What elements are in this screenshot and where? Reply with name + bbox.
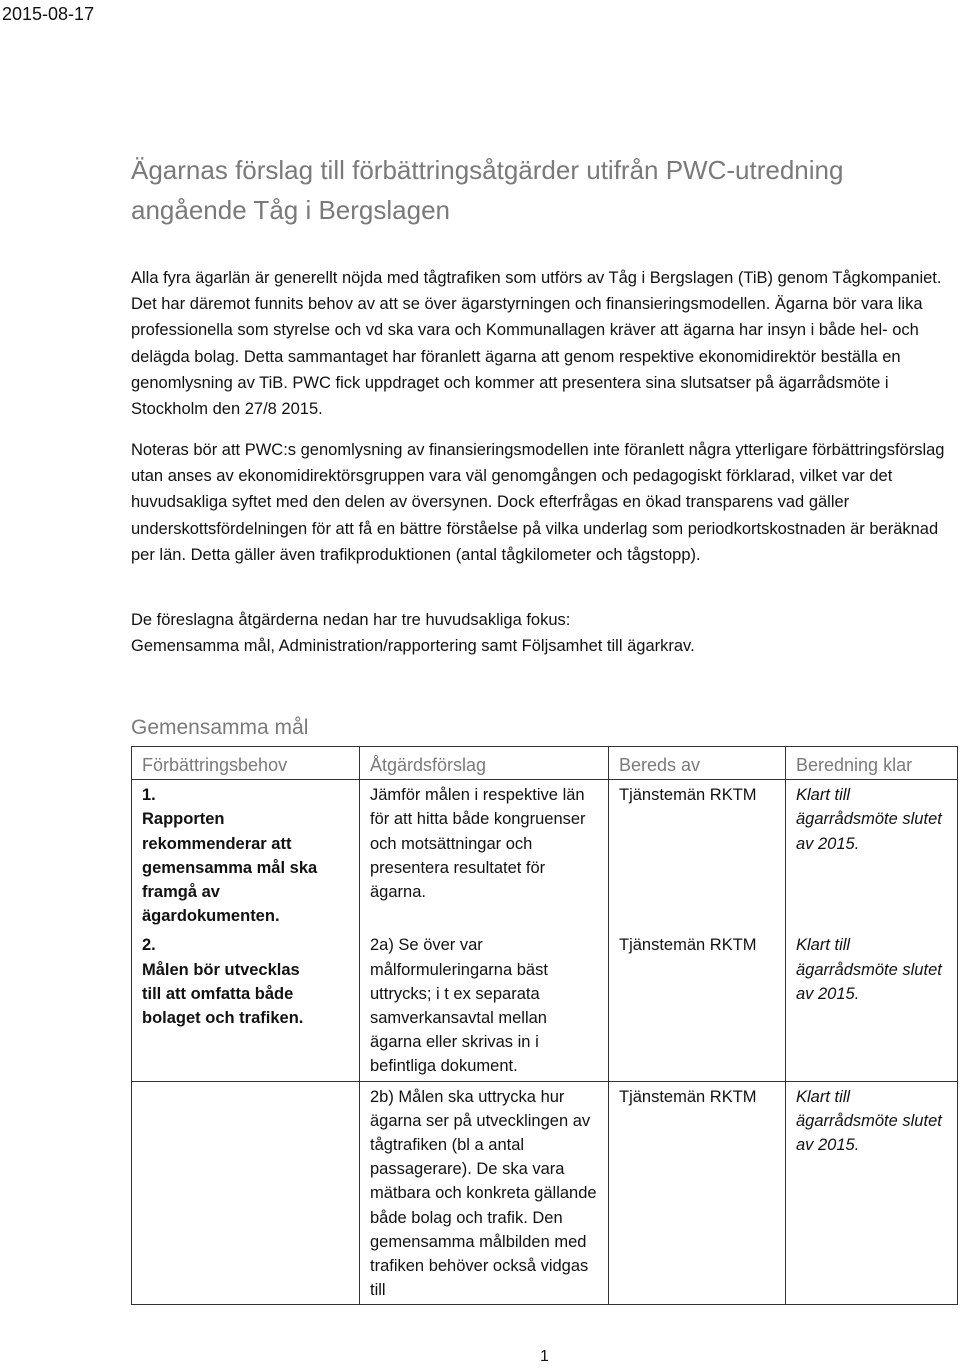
intro-paragraph: Alla fyra ägarlän är generellt nöjda med tågtrafiken som utförs av Tåg i Bergslagen (TiB) genom Tågkompaniet. Det har däremot funnits behov av att se över ägarstyrningen och finansieringsmodellen. Ägarna bör vara lika professionella som styrelse och vd ska vara och Kommunallagen kräver att ägarna har insyn i både hel- och delägda bolag. Detta sammantaget har föranlett ägarna att genom respektive ekonomidirektör beställa en genomlysning av TiB. PWC fick uppdraget och kommer att presentera sina slutsatser på ägarrådsmöte i Stockholm den 27/8 2015. — [131, 269, 942, 419]
goals-table — [131, 746, 958, 1305]
need-text: Rapporten rekommenderar att gemensamma mål ska framgå av ägardokumenten. — [142, 810, 318, 926]
focus-list: Gemensamma mål, Administration/rapportering samt Följsamhet till ägarkrav. — [131, 637, 695, 656]
need-cell — [132, 930, 360, 1081]
by-cell: Tjänstemän RKTM — [609, 930, 786, 1081]
done-cell: Klart till ägarrådsmöte slutet av 2015. — [786, 780, 958, 931]
done-cell: Klart till ägarrådsmöte slutet av 2015. — [786, 1081, 958, 1305]
need-cell — [132, 1081, 360, 1305]
by-cell: Tjänstemän RKTM — [609, 780, 786, 931]
table-row — [132, 1081, 958, 1305]
document-date: 2015-08-17 — [2, 4, 95, 24]
table-header-row — [132, 747, 958, 780]
header-done: Beredning klar — [786, 747, 958, 780]
section-title: Gemensamma mål — [131, 716, 309, 739]
header-by: Bereds av — [609, 747, 786, 780]
header-action: Åtgärdsförslag — [360, 747, 609, 780]
need-cell — [132, 780, 360, 931]
table-row — [132, 780, 958, 931]
document-title: Ägarnas förslag till förbättringsåtgärder utifrån PWC-utredning angående Tåg i Bergslagen — [131, 155, 844, 225]
need-text: Målen bör utvecklas till att omfatta både bolaget och trafiken. — [142, 960, 304, 1028]
focus-intro: De föreslagna åtgärderna nedan har tre huvudsakliga fokus: — [131, 611, 571, 629]
done-cell: Klart till ägarrådsmöte slutet av 2015. — [786, 930, 958, 1081]
action-cell: 2a) Se över var målformuleringarna bäst uttrycks; i t ex separata samverkansavtal mellan ägarna eller skrivas in i befintliga dokument. — [360, 930, 609, 1081]
table-row — [132, 930, 958, 1081]
by-cell: Tjänstemän RKTM — [609, 1081, 786, 1305]
header-need: Förbättringsbehov — [132, 747, 360, 780]
row-number: 1. — [142, 786, 156, 805]
row-number: 2. — [142, 936, 156, 955]
finance-paragraph: Noteras bör att PWC:s genomlysning av finansieringsmodellen inte föranlett några ytterligare förbättringsförslag utan anses av ekonomidirektörsgruppen vara väl genomgången och pedagogiskt förklarad, vilket var det huvudsakliga syftet med den delen av översynen. Dock efterfrågas en ökad transparens vad gäller underskottsfördelningen för att få en bättre förståelse på vilka underlag som periodkortskostnaden är beräknad per län. Detta gäller även trafikproduktionen (antal tågkilometer och tågstopp). — [131, 441, 945, 564]
action-cell: Jämför målen i respektive län för att hitta både kongruenser och motsättningar och presentera resultatet för ägarna. — [360, 780, 609, 931]
focus-paragraph — [131, 607, 946, 659]
page-number: 1 — [540, 1348, 549, 1365]
action-cell: 2b) Målen ska uttrycka hur ägarna ser på utvecklingen av tågtrafiken (bl a antal passagerare). De ska vara mätbara och konkreta gällande både bolag och trafik. Den gemensamma målbilden med trafiken behöver också vidgas till — [360, 1081, 609, 1305]
